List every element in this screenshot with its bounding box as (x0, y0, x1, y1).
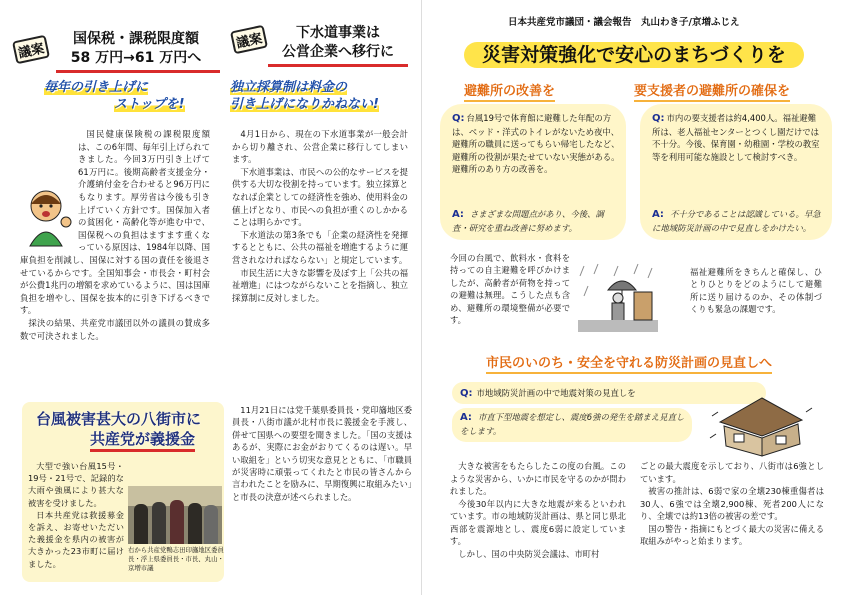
main-title: 災害対策強化で安心のまちづくりを (464, 42, 804, 68)
article3-body-right (232, 404, 412, 584)
article2-subheadline-2: 引き上げになりかねない! (230, 97, 379, 112)
article1-underline (56, 70, 220, 73)
article1-subheadline-2: ストップを! (114, 97, 185, 112)
proposal-tag-1: 議案 (12, 35, 50, 65)
article2-underline (268, 64, 408, 67)
article1-headline-line2: 58 万円→61 万円へ (70, 50, 202, 66)
article2-headline-line1: 下水道事業は (296, 25, 380, 41)
section3-paragraph-6: 国の警告・指摘にもとづく最大の災害に備える取組みがやっと始まります。 (640, 523, 824, 546)
section3-paragraph-1: 大きな被害をもたらしたこの度の台風。このような災害から、いかに市民を守るのかが問われました。 (450, 461, 626, 496)
article2-headline-line2: 公営企業へ移行に (282, 44, 394, 60)
article2-paragraph-4: 市民生活に大きな影響を及ぼす上「公共の福祉増進」にはつながらないことを指摘し、独立採算制に反対しました。 (232, 267, 408, 303)
child-illustration-icon (20, 184, 72, 248)
article1-headline (52, 30, 220, 68)
article1-paragraph-1: 国民健康保険税の課税限度額は、この6年間、毎年引上げられてきました。今回3万円引き上げて61万円に。後期高齢者支援金分・介護納付金を合わせると96万円にもなります。厚労省は今後も引き上げていく方針です。国保加入者の貧困化・高齢化等が進む中で、国保税への負担はますます重くなっている原因は、1984年以降、国庫負担を削減し、国保に対する国の責任を後退させているからです。全国知事会・市長会・町村会が公費1兆円の増額を求めているように、国は国庫負担を増やし、国保を抜本的に引き下げるべきです。 (20, 129, 210, 316)
collapsed-house-illustration-icon (706, 388, 816, 460)
section1-body: 今回の台風で、飲料水・食料を持っての自主避難を呼びかけましたが、高齢者が荷物を持っての避難は無理。こうした点も含め、避難所の環境整備が必要です。 (450, 253, 570, 326)
section1-answer: A: さまざまな問題点があり、今後、調査・研究を重ね改善に努めます。 (452, 209, 604, 233)
section2-question: Q: 市内の要支援者は約4,400人。福祉避難所は、老人福祉センターとつくし園だけでは不十分。今後、保育園・幼稚園・学校の教室等を利用可能な施設として検討すべき。 (652, 113, 820, 162)
publisher-header: 日本共産党市議団・議会報告 丸山わき子/京増ふじえ (508, 17, 740, 28)
donation-photo (128, 486, 222, 544)
section3-answer: A: 市直下型地震を想定し、震度6強の発生を踏まえ見直しをします。 (460, 412, 685, 436)
article1-headline-line1: 国保税・課税限度額 (73, 31, 199, 47)
article3-headline-1: 台風被害甚大の八街市に (36, 410, 202, 428)
article1-body (20, 128, 210, 390)
article2-paragraph-3: 下水道法の第3条でも「企業の経済性を発揮するとともに、公共の福祉を増進するように運営されなければならない」と規定しています。 (232, 229, 408, 265)
article2-body (232, 128, 408, 378)
section3-paragraph-5: 被害の推計は、6弱で家の全壊230棟重傷者は30人、6強では全壊2,900棟、死者200人になり、全壊では約13倍の被害の差です。 (640, 486, 824, 521)
article1-subheadline-1: 毎年の引き上げに (44, 80, 149, 95)
section3-paragraph-2: 今後30年以内に大きな地震が来るといわれています。市の地域防災計画は、県と同じ県北西部を震源地とし、震度6弱に設定しています。 (450, 498, 626, 546)
article2-subheadline-1: 独立採算制は料金の (230, 80, 348, 95)
article3-body-left (28, 460, 124, 580)
section3-body-left (450, 460, 626, 584)
section3-paragraph-4: ごとの最大震度を示しており、八街市は6強としています。 (640, 461, 824, 484)
article1-paragraph-2: 採決の結果、共産党市議団以外の議員の賛成多数で可決されました。 (20, 317, 210, 341)
section3-question: Q: 市地域防災計画の中で地震対策の見直しを (452, 382, 766, 404)
section3-title: 市民のいのち・安全を守れる防災計画の見直しへ (486, 352, 772, 374)
section2-body: 福祉避難所をきちんと確保し、ひとりひとりをどのようにして避難所に送り届けるのか、その体制づくりも緊急の課題です。 (690, 267, 822, 315)
page-divider (421, 0, 422, 595)
section3-body-right (640, 460, 824, 584)
photo-caption: 右から共産党鴨志田印旛地区委員長・浮上県委員長・市長、丸山・京増市議 (128, 546, 224, 572)
section2-answer: A: 不十分であることは認識している。早急に地域防災計画の中で見直しをかけたい。 (652, 209, 821, 233)
article2-paragraph-2: 下水道事業は、市民への公的なサービスを提供する大切な役割を持っています。独立採算となれば企業としての経済性を強め、使用料金の値上げとなり、市民への負担が重くのしかかることは明らかです。 (232, 166, 408, 228)
rain-evacuation-illustration-icon (578, 262, 658, 332)
proposal-tag-2: 議案 (230, 25, 268, 55)
section3-paragraph-3: しかし、国の中央防災会議は、市町村 (458, 548, 600, 559)
section1-question: Q: 台風19号で体育館に避難した年配の方は、ベッド・洋式のトイレがないため夜中、避難所の職員に送ってもらい帰宅したなど、避難所の役割が果たせていない実態がある。避難所のあり方の改善を。 (452, 113, 620, 175)
article2-paragraph-1: 4月1日から、現在の下水道事業が一般会計から切り離され、公営企業に移行してしまいます。 (232, 129, 408, 165)
article3-paragraph-1: 大型で強い台風15号・19号・21号で、記録的な大雨や強風により甚大な被害を受けました。 (28, 461, 124, 508)
section2-title: 要支援者の避難所の確保を (634, 80, 790, 102)
article3-headline-2: 共産党が義援金 (90, 428, 195, 452)
section1-title: 避難所の改善を (464, 80, 555, 102)
article3-paragraph-3: 11月21日には党千葉県委員長・党印旛地区委員長・八街市議が北村市長に義援金を手渡し、併せて国県への要望を聞きました。「国の支援はあるが、実際にお金がおりてくるのは遅い。早い取組を」という切実な意見とともに、「市職員が災害時に頑張ってくれたと市民の皆さんから言われたことを励みに、早期復興に取組みたい」と市長の決意が述べられました。 (232, 405, 412, 502)
article2-headline (268, 24, 408, 62)
article3-paragraph-2: 日本共産党は救援募金を訴え、お寄せいただいた義援金を県内の被害が大きかった23市町に届けました。 (28, 509, 124, 569)
